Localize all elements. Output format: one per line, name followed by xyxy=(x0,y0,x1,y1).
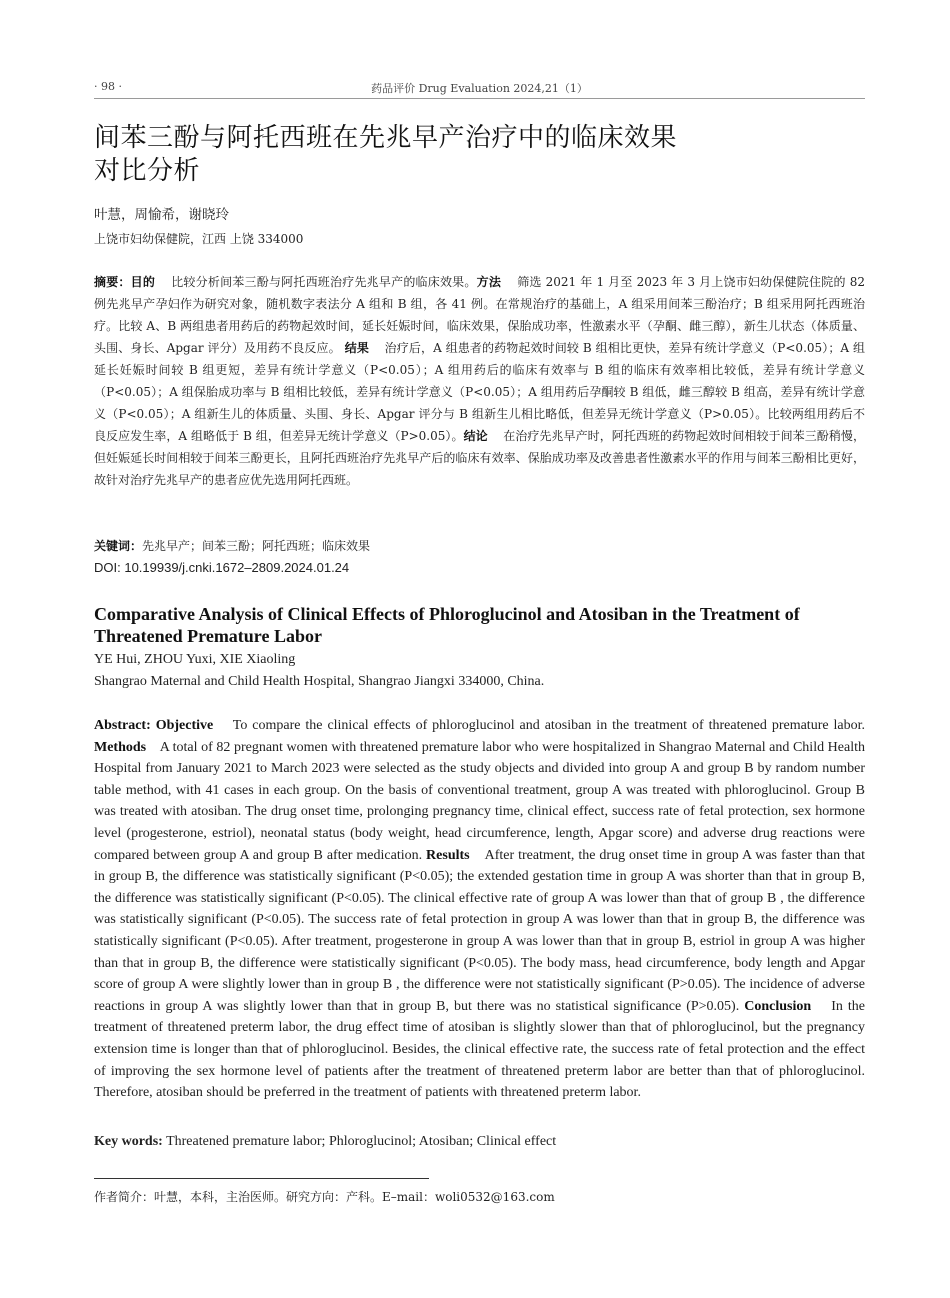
abstract-label: 摘要： xyxy=(94,275,131,289)
author-footnote: 作者简介：叶慧，本科，主治医师。研究方向：产科。E–mail：woli0532@163.com xyxy=(94,1190,555,1204)
results-text: 治疗后，A 组患者的药物起效时间较 B 组相比更快，差异有统计学意义（P<0.05）；A 组延长妊娠时间较 B 组更短，差异有统计学意义（P<0.05）；A 组用药后的临床有效率与 B 组的临床有效率相比较低，差异有统计学意义（P<0.05）；A 组保胎成功率与 B 组相比较低，差异有统计学意义（P<0.05）；A 组用药后孕酮较 B 组低，雌三醇较 B 组高，差异有统计学意义（P<0.05）；A 组新生儿的体质量、头围、身长、Apgar 评分与 B 组新生儿相比略低，但差异无统计学意义（P>0.05）。比较两组用药后不良反应发生率，A 组略低于 B 组，但差异无统计学意义（P>0.05）。 xyxy=(94,341,865,443)
page-number: · 98 · xyxy=(94,80,122,93)
english-authors: YE Hui, ZHOU Yuxi, XIE Xiaoling xyxy=(94,652,296,667)
chinese-affiliation: 上饶市妇幼保健院，江西 上饶 334000 xyxy=(94,232,304,246)
conclusion-label: 结论 xyxy=(463,429,488,443)
running-header xyxy=(94,76,865,99)
en-objective-text: To compare the clinical effects of phloroglucinol and atosiban in the treatment of threatened premature labor. xyxy=(232,718,866,733)
keywords-text: 先兆早产；间苯三酚；阿托西班；临床效果 xyxy=(142,539,371,553)
conclusion-text: 在治疗先兆早产时，阿托西班的药物起效时间相较于间苯三酚稍慢，但妊娠延长时间相较于间苯三酚更长，且阿托西班治疗先兆早产后的临床有效率、保胎成功率及改善患者性激素水平的作用与间苯三酚相比更好，故针对治疗先兆早产的患者应优先选用阿托西班。 xyxy=(94,429,865,487)
methods-text: 筛选 2021 年 1 月至 2023 年 3 月上饶市妇幼保健院住院的 82 例先兆早产孕妇作为研究对象，随机数字表法分 A 组和 B 组，各 41 例。在常规治疗的基础上，A 组采用间苯三酚治疗；B 组采用阿托西班治疗。比较 A、B 两组患者用药后的药物起效时间，延长妊娠时间，临床效果，保胎成功率，性激素水平（孕酮、雌三醇），新生儿状态（体质量、头围、身长、Apgar 评分）及用药不良反应。 xyxy=(94,275,865,355)
en-methods-text: A total of 82 pregnant women with threatened premature labor who were hospitalized in Shangrao Maternal and Child Health Hospital from January 2021 to March 2023 were selected as the study objects and divided into group A and group B by random number table method, with 41 cases in each group. On the basis of conventional treatment, group A was treated with phloroglucinol. Group B was treated with atosiban. The drug onset time, prolonging pregnancy time, clinical effect, success rate of fetal protection, sex hormone level (progesterone, estriol), neonatal status (body weight, head circumference, length, Apgar score) and adverse drug reactions were compared between group A and group B after medication. xyxy=(94,739,865,863)
doi: DOI: 10.19939/j.cnki.1672–2809.2024.01.24 xyxy=(94,560,350,575)
english-keywords xyxy=(94,1134,556,1150)
en-keywords-label: Key words: xyxy=(94,1134,163,1149)
en-keywords-text: Threatened premature labor; Phloroglucinol; Atosiban; Clinical effect xyxy=(166,1134,557,1149)
methods-label: 方法 xyxy=(476,275,502,289)
en-abstract-label: Abstract: Objective xyxy=(94,718,214,733)
chinese-authors: 叶慧，周愉希，谢晓玲 xyxy=(94,207,229,223)
en-results-label: Results xyxy=(426,847,470,863)
objective-text: 比较分析间苯三酚与阿托西班治疗先兆早产的临床效果。 xyxy=(171,275,477,289)
objective-label: 目的 xyxy=(130,275,156,289)
en-methods-label: Methods xyxy=(94,739,147,755)
chinese-title xyxy=(94,122,865,188)
english-affiliation: Shangrao Maternal and Child Health Hospital, Shangrao Jiangxi 334000, China. xyxy=(94,674,545,689)
chinese-title-line-2: 对比分析 xyxy=(94,156,201,186)
chinese-abstract xyxy=(94,271,865,491)
en-conclusion-label: Conclusion xyxy=(744,998,812,1014)
english-abstract xyxy=(94,715,865,1104)
footnote-divider xyxy=(94,1178,429,1179)
keywords-label: 关键词： xyxy=(94,539,143,553)
en-results-text: After treatment, the drug onset time in group A was faster than that in group B, the difference was statistically significant (P<0.05); the extended gestation time in group A was shorter than that in group B, the difference was statistically significant (P<0.05). The clinical effective rate of group A was lower than that of group B , the difference was statistically significant (P<0.05). The success rate of fetal protection in group A was lower than that in group B, the difference was statistically significant (P<0.05). After treatment, progesterone in group A was lower than that in group B, estriol in group A was higher than that in group B, the difference were statistically significant (P<0.05). The body mass, head circumference, body length and Apgar score of group A were slightly lower than in group B , the difference were not statistically significant (P>0.05). The incidence of adverse reactions in group A was slightly lower than that in group B, but there was no statistical significance (P>0.05). xyxy=(94,847,865,1014)
english-title: Comparative Analysis of Clinical Effects of Phloroglucinol and Atosiban in the Treatment of Threatened Premature Labor xyxy=(94,604,800,646)
chinese-keywords xyxy=(94,537,370,554)
chinese-title-line-1: 间苯三酚与阿托西班在先兆早产治疗中的临床效果 xyxy=(94,123,678,153)
results-label: 结果 xyxy=(344,341,369,355)
journal-citation: 药品评价 Drug Evaluation 2024,21（1） xyxy=(371,82,588,95)
en-conclusion-text: In the treatment of threatened preterm labor, the drug effect time of atosiban is slightly slower than that of phloroglucinol, but the pregnancy extension time is longer than that of phloroglucinol. Besides, the clinical effective rate, the success rate of fetal protection and the effect of improving the sex hormone level of patients after the treatment of threatened preterm labor are better than that of phloroglucinol. Therefore, atosiban should be preferred in the treatment of patients with threatened preterm labor. xyxy=(94,998,865,1101)
